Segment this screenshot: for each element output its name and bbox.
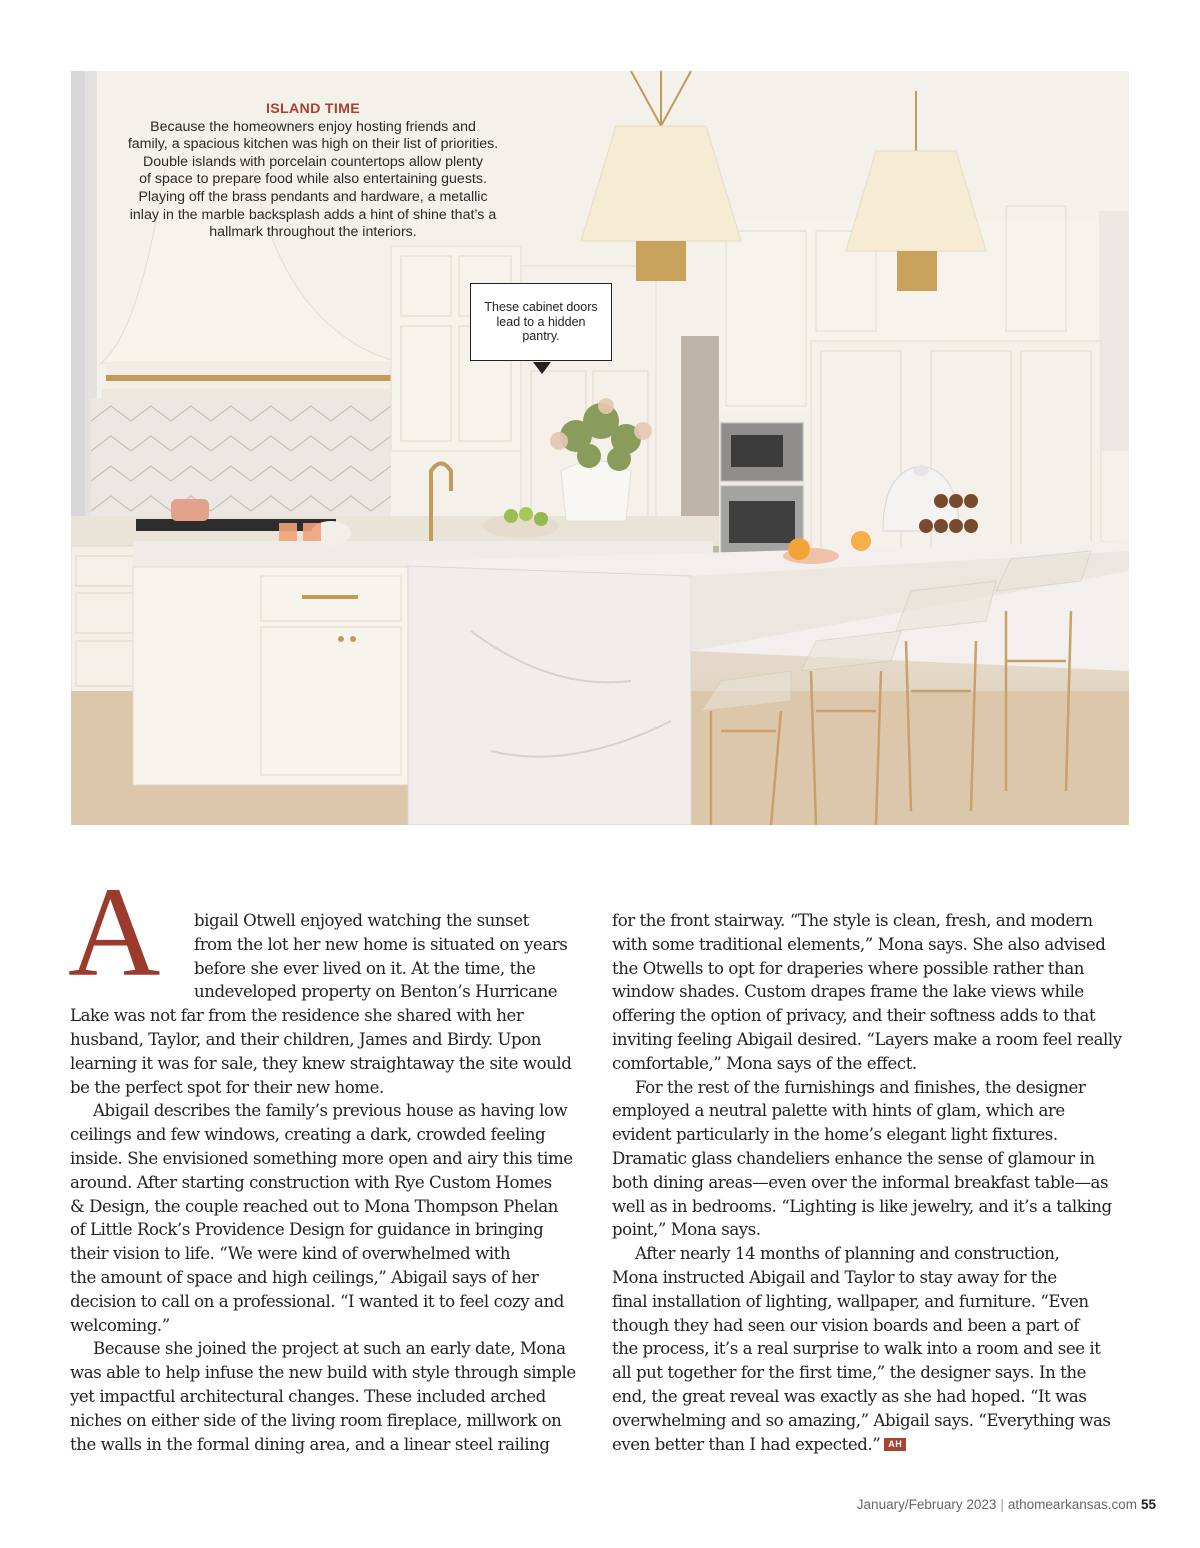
caption-line: Playing off the brass pendants and hardware, a metallic — [138, 188, 488, 205]
article-line: around. After starting construction with Rye Custom Homes — [70, 1172, 552, 1192]
caption-line: Double islands with porcelain countertops allow plenty — [143, 153, 483, 170]
article-line: undeveloped property on Benton’s Hurricane — [194, 982, 558, 1002]
callout-pointer-icon — [533, 362, 551, 374]
article-line: decision to call on a professional. “I wanted it to feel cozy and — [70, 1291, 564, 1311]
caption-line: hallmark throughout the interiors. — [209, 224, 417, 241]
article-final-line: even better than I had expected.” AH — [612, 1433, 1134, 1457]
page-footer — [857, 1497, 1156, 1512]
article-line: After nearly 14 months of planning and construction, — [635, 1244, 1060, 1264]
article-line: Mona instructed Abigail and Taylor to stay away for the — [612, 1267, 1057, 1287]
article-line: the walls in the formal dining area, and a linear steel railing — [70, 1434, 550, 1454]
article-column-left — [70, 909, 590, 1456]
article-line: window shades. Custom drapes frame the lake views while — [612, 982, 1084, 1002]
article-line: end, the great reveal was exactly as she had hoped. “It was — [612, 1386, 1087, 1406]
article-line: inside. She envisioned something more open and airy this time — [70, 1148, 573, 1168]
article-line: the process, it’s a real surprise to walk into a room and see it — [612, 1339, 1101, 1359]
article-line: Dramatic glass chandeliers enhance the sense of glamour in — [612, 1148, 1095, 1168]
article-line: was able to help infuse the new build with style through simple — [70, 1363, 576, 1383]
article-line: Abigail describes the family’s previous house as having low — [93, 1101, 568, 1121]
article-line: yet impactful architectural changes. These included arched — [70, 1386, 546, 1406]
footer-separator: | — [1000, 1497, 1004, 1512]
end-mark-badge: AH — [884, 1438, 906, 1451]
article-line: niches on either side of the living room fireplace, millwork on — [70, 1410, 562, 1430]
article-line: For the rest of the furnishings and finishes, the designer — [635, 1077, 1086, 1097]
article-line: be the perfect spot for their new home. — [70, 1077, 384, 1097]
drop-cap: A — [68, 861, 161, 1003]
pantry-callout — [470, 283, 612, 361]
article-line: evident particularly in the home’s elegant light fixtures. — [612, 1125, 1058, 1145]
callout-line: lead to a hidden — [496, 314, 586, 329]
article-line: before she ever lived on it. At the time, the — [194, 958, 536, 978]
article-line: of Little Rock’s Providence Design for guidance in bringing — [70, 1220, 544, 1240]
article-line: their vision to life. “We were kind of overwhelmed with — [70, 1244, 511, 1264]
article-line: husband, Taylor, and their children, James and Birdy. Upon — [70, 1029, 541, 1049]
caption-title: ISLAND TIME — [266, 101, 360, 117]
photo-caption — [100, 101, 526, 242]
article-line: though they had seen our vision boards and been a part of — [612, 1315, 1079, 1335]
article-line: for the front stairway. “The style is clean, fresh, and modern — [612, 911, 1093, 930]
article-line: inviting feeling Abigail desired. “Layers make a room feel really — [612, 1029, 1122, 1049]
callout-line: These cabinet doors — [484, 300, 598, 314]
caption-line: Because the homeowners enjoy hosting friends and — [150, 118, 476, 135]
article-line: all put together for the first time,” the designer says. In the — [612, 1363, 1086, 1383]
article-line: comfortable,” Mona says of the effect. — [612, 1053, 917, 1073]
caption-line: inlay in the marble backsplash adds a hint of shine that’s a — [129, 206, 497, 223]
article-line: point,” Mona says. — [612, 1220, 761, 1240]
article-line: the Otwells to opt for draperies where possible rather than — [612, 958, 1085, 978]
article-line: ceilings and few windows, creating a dark, crowded feeling — [70, 1125, 546, 1145]
caption-line: of space to prepare food while also entertaining guests. — [139, 171, 487, 188]
article-line: final installation of lighting, wallpaper, and furniture. “Even — [612, 1291, 1089, 1311]
article-line: learning it was for sale, they knew straightaway the site would — [70, 1053, 572, 1073]
article-line: from the lot her new home is situated on years — [194, 934, 568, 954]
article-line: welcoming.” — [70, 1315, 170, 1335]
article-line: & Design, the couple reached out to Mona Thompson Phelan — [70, 1196, 558, 1216]
article-line: employed a neutral palette with hints of glam, which are — [612, 1101, 1065, 1121]
site-url: athomearkansas.com — [1007, 1497, 1137, 1512]
caption-line: family, a spacious kitchen was high on their list of priorities. — [127, 136, 499, 153]
article-line: well as in bedrooms. “Lighting is like jewelry, and it’s a talking — [612, 1196, 1112, 1216]
article-line: Because she joined the project at such an early date, Mona — [93, 1339, 566, 1359]
article-line: Lake was not far from the residence she shared with her — [70, 1006, 524, 1026]
article-line: the amount of space and high ceilings,” Abigail says of her — [70, 1267, 539, 1287]
article-line: both dining areas—even over the informal breakfast table—as — [612, 1172, 1109, 1192]
article-line: bigail Otwell enjoyed watching the sunset — [194, 911, 529, 930]
article-line: with some traditional elements,” Mona says. She also advised — [612, 934, 1106, 954]
article-line: overwhelming and so amazing,” Abigail says. “Everything was — [612, 1410, 1111, 1430]
article-line: offering the option of privacy, and their softness adds to that — [612, 1006, 1096, 1026]
page-number: 55 — [1140, 1497, 1156, 1512]
article-column-right — [612, 909, 1134, 1456]
issue-date: January/February 2023 — [856, 1497, 997, 1512]
callout-line: pantry. — [522, 329, 560, 343]
